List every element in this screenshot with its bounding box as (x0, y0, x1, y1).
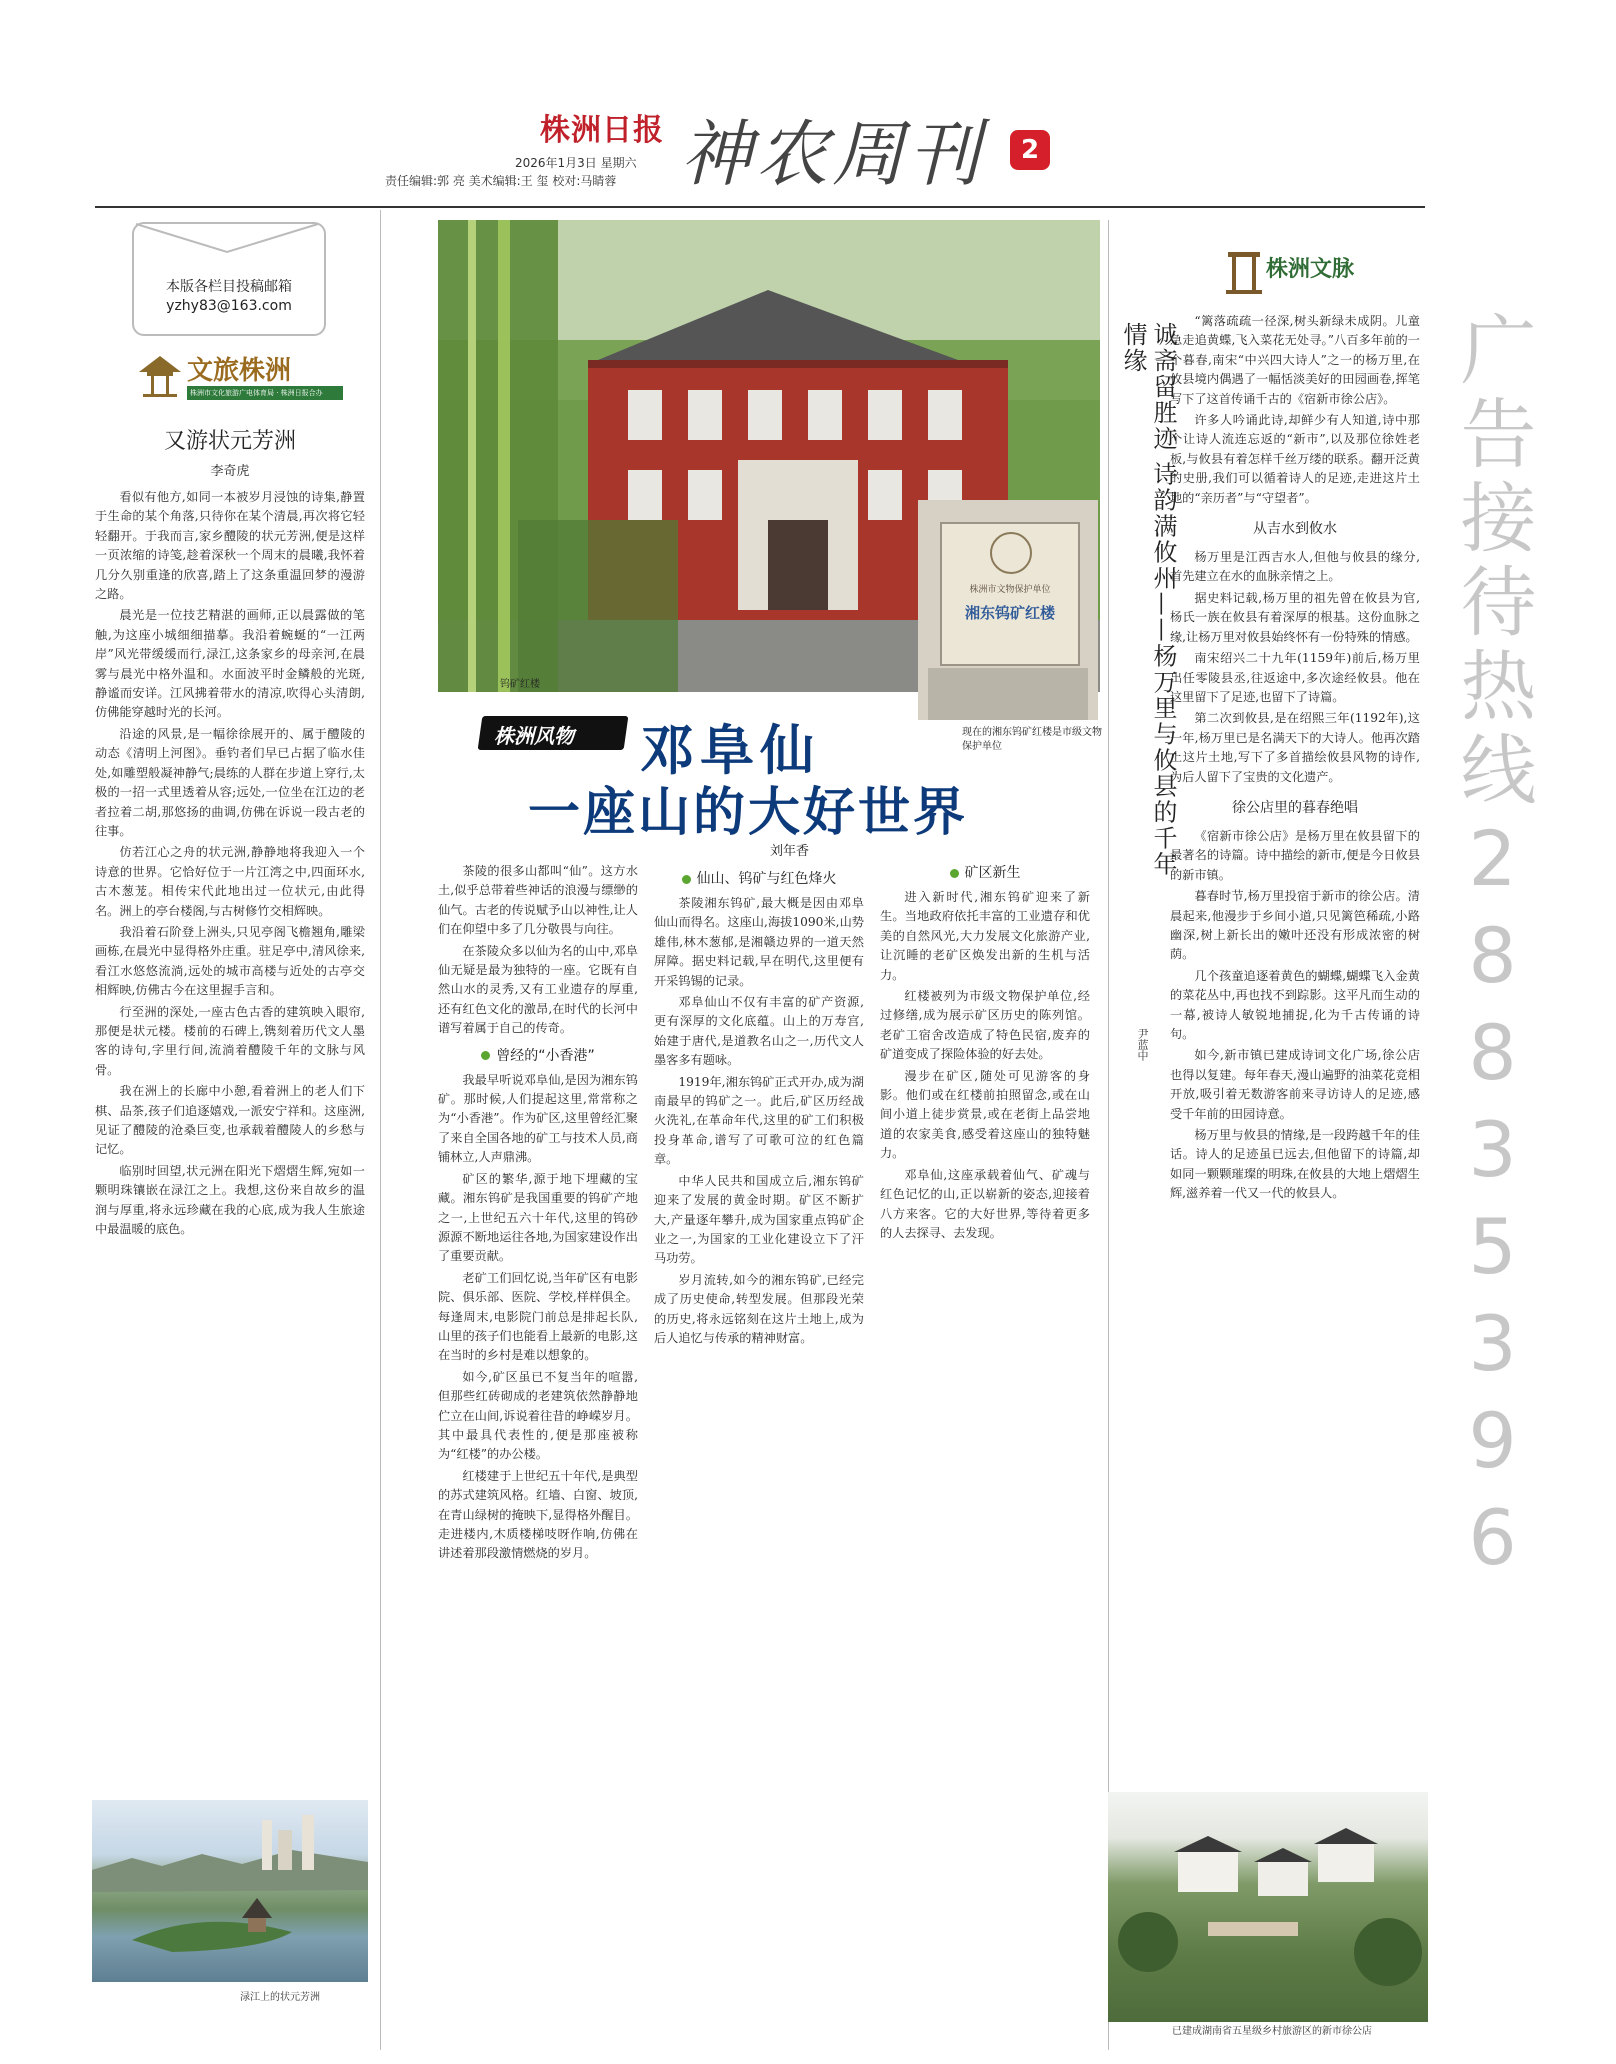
advert-text: 广告接待热线 (1448, 310, 1537, 814)
feature-col3 (880, 862, 1090, 2042)
plaque-seal-icon (990, 532, 1032, 574)
paragraph: 进入新时代,湘东钨矿迎来了新生。当地政府依托丰富的工业遗存和优美的自然风光,大力发展文化旅游产业,让沉睡的老矿区焕发出新的生机与活力。 (880, 890, 1090, 982)
paragraph: 《宿新市徐公店》是杨万里在攸县留下的最著名的诗篇。诗中描绘的新市,便是今日攸县的新市镇。 (1170, 828, 1420, 882)
left-article-body (95, 488, 365, 1788)
feature-col2 (654, 862, 864, 2042)
island-pagoda-icon (92, 1800, 368, 1982)
paragraph: 邓阜仙,这座承载着仙气、矿魂与红色记忆的山,正以崭新的姿态,迎接着八方来客。它的大好世界,等待着更多的人去探寻、去发现。 (880, 1167, 1090, 1240)
sub-head: 曾经的“小香港” (438, 1045, 638, 1065)
bullet-dot-icon (682, 875, 691, 884)
paragraph: 南宋绍兴二十九年(1159年)前后,杨万里出任零陵县丞,往返途中,多次途经攸县。他在这里留下了足迹,也留下了诗篇。 (1170, 651, 1420, 704)
paragraph: 岁月流转,如今的湘东钨矿,已经完成了历史使命,转型发展。但那段光荣的历史,将永远铭刻在这片土地上,成为后人追忆与传承的精神财富。 (654, 1272, 864, 1345)
paragraph: 暮春时节,杨万里投宿于新市的徐公店。清晨起来,他漫步于乡间小道,只见篱笆稀疏,小路幽深,树上新长出的嫩叶还没有形成浓密的树荫。 (1170, 889, 1420, 962)
paragraph: 杨万里是江西吉水人,但他与攸县的缘分,首先建立在水的血脉亲情之上。 (1170, 550, 1420, 584)
envelope-icon (132, 222, 322, 258)
paragraph: 临别时回望,状元洲在阳光下熠熠生辉,宛如一颗明珠镶嵌在渌江之上。我想,这份来自故乡的温润与厚重,将永远珍藏在我的心底,成为我人生旅途中最温暖的底色。 (95, 1163, 365, 1237)
pavilion-icon (135, 350, 185, 404)
right-article-author: 尹蓝中 (1136, 1028, 1149, 1061)
inset-caption: 现在的湘东钨矿红楼是市级文物保护单位 (962, 727, 1102, 752)
paragraph: 邓阜仙山不仅有丰富的矿产资源,更有深厚的文化底蕴。山上的万寿宫,始建于唐代,是道教名山之一,历代文人墨客多有题咏。 (654, 995, 864, 1068)
wenlv-logo-sub: 株洲市文化旅游广电体育局 · 株洲日报合办 (187, 386, 343, 400)
paragraph: 如今,矿区虽已不复当年的喧嚣,但那些红砖砌成的老建筑依然静静地伫立在山间,诉说着往昔的峥嵘岁月。其中最具代表性的,便是那座被称为“红楼”的办公楼。 (438, 1369, 638, 1462)
feature-col1 (438, 862, 638, 2042)
editor-credits: 责任编辑:郭 亮 美术编辑:王 玺 校对:马睛蓉 (385, 174, 617, 188)
paragraph: 据史料记载,杨万里的祖先曾在攸县为官,杨氏一族在攸县有着深厚的根基。这份血脉之缘,让杨万里对攸县始终怀有一份特殊的情感。 (1170, 590, 1420, 644)
paragraph: 茶陵的很多山都叫“仙”。这方水土,似乎总带着些神话的浪漫与缥缈的仙气。古老的传说赋予山以神性,让人们在仰望中多了几分敬畏与向往。 (438, 864, 638, 937)
left-photo-caption: 渌江上的状元芳洲 (240, 1992, 320, 2003)
paper-name: 株洲日报 (540, 113, 664, 148)
advert-hotline (1442, 310, 1542, 1790)
masthead-rule (95, 206, 1425, 208)
column-divider (1108, 220, 1109, 2050)
paragraph: 第二次到攸县,是在绍熙三年(1192年),这一年,杨万里已是名满天下的大诗人。他再次踏上这片土地,写下了多首描绘攸县风物的诗作,为后人留下了宝贵的文化遗产。 (1170, 711, 1420, 784)
feature-badge-text: 株洲风物 (494, 724, 574, 748)
paragraph: 老矿工们回忆说,当年矿区有电影院、俱乐部、医院、学校,样样俱全。每逢周末,电影院门前总是排起长队,山里的孩子们也能看上最新的电影,这在当时的乡村是难以想象的。 (438, 1270, 638, 1363)
column-divider (380, 210, 381, 2050)
paragraph: 矿区的繁华,源于地下埋藏的宝藏。湘东钨矿是我国重要的钨矿产地之一,上世纪五六十年代,这里的钨砂源源不断地运往各地,为国家建设作出了重要贡献。 (438, 1171, 638, 1264)
right-article-body (1170, 312, 1420, 1782)
page-number-badge (1010, 130, 1050, 170)
paragraph: 茶陵湘东钨矿,最大概是因由邓阜仙山而得名。这座山,海拔1090米,山势雄伟,林木葱郁,是湘赣边界的一道天然屏障。据史料记载,早在明代,这里便有开采钨锡的记录。 (654, 896, 864, 988)
paragraph: 红楼建于上世纪五十年代,是典型的苏式建筑风格。红墙、白窗、坡顶,在青山绿树的掩映下,显得格外醒目。走进楼内,木质楼梯吱呀作响,仿佛在讲述着那段激情燃烧的岁月。 (438, 1468, 638, 1561)
paragraph: 如今,新市镇已建成诗词文化广场,徐公店也得以复建。每年春天,漫山遍野的油菜花竞相开放,吸引着无数游客前来寻访诗人的足迹,感受千年前的田园诗意。 (1170, 1048, 1420, 1121)
paragraph: “篱落疏疏一径深,树头新绿未成阴。儿童急走追黄蝶,飞入菜花无处寻。”八百多年前的一个暮春,南宋“中兴四大诗人”之一的杨万里,在攸县境内偶遇了一幅恬淡美好的田园画卷,挥笔写下了这首传诵千古的《宿新市徐公店》。 (1170, 314, 1420, 406)
paragraph: 我最早听说邓阜仙,是因为湘东钨矿。那时候,人们提起这里,常常称之为“小香港”。作为矿区,这里曾经汇聚了来自全国各地的矿工与技术人员,商铺林立,人声鼎沸。 (438, 1072, 638, 1165)
paragraph: 我沿着石阶登上洲头,只见亭阁飞檐翘角,雕梁画栋,在晨光中显得格外庄重。驻足亭中,清风徐来,看江水悠悠流淌,远处的城市高楼与近处的古亭交相辉映,仿佛古今在这里握手言和。 (95, 924, 365, 998)
paragraph: 在茶陵众多以仙为名的山中,邓阜仙无疑是最为独特的一座。它既有自然山水的灵秀,又有工业遗存的厚重,还有红色文化的激昂,在时代的长河中谱写着属于自己的传奇。 (438, 943, 638, 1036)
left-article-author: 李奇虎 (210, 464, 250, 479)
right-photo (1108, 1792, 1428, 2022)
feature-author: 刘年香 (770, 844, 810, 859)
main-photo-caption: 钨矿红楼 (500, 679, 540, 690)
left-article-title: 又游状元芳洲 (163, 429, 296, 454)
paragraph: 行至洲的深处,一座古色古香的建筑映入眼帘,那便是状元楼。楼前的石碑上,镌刻着历代文人墨客的诗句,字里行间,流淌着醴陵千年的文脉与风骨。 (95, 1004, 365, 1077)
sub-head: 徐公店里的暮春绝唱 (1232, 799, 1358, 816)
paragraph: 几个孩童追逐着黄色的蝴蝶,蝴蝶飞入金黄的菜花丛中,再也找不到踪影。这平凡而生动的一幕,被诗人敏锐地捕捉,化为千古传诵的诗句。 (1170, 968, 1420, 1041)
right-article-title: 诚斋留胜迹 诗韵满攸州——杨万里与攸县的千年情缘 (1119, 322, 1177, 878)
bullet-dot-icon (481, 1051, 490, 1060)
paragraph: 许多人吟诵此诗,却鲜少有人知道,诗中那个让诗人流连忘返的“新市”,以及那位徐姓老板,与攸县有着怎样千丝万缕的联系。翻开泛黄的史册,我们可以循着诗人的足迹,走进这片土地的“亲历者”与“守望者”。 (1170, 413, 1420, 505)
page-number: 2 (1020, 135, 1040, 165)
paragraph: 杨万里与攸县的情缘,是一段跨越千年的佳话。诗人的足迹虽已远去,但他留下的诗篇,却如同一颗颗璀璨的明珠,在攸县的大地上熠熠生辉,滋养着一代又一代的攸县人。 (1170, 1128, 1420, 1201)
paragraph: 红楼被列为市级文物保护单位,经过修缮,成为展示矿区历史的陈列馆。老矿工宿舍改造成了特色民宿,废弃的矿道变成了探险体验的好去处。 (880, 989, 1090, 1062)
left-photo (92, 1800, 368, 1982)
sub-head: 从吉水到攸水 (1253, 521, 1337, 538)
wenmai-logo (1226, 246, 1376, 298)
sub-head: 仙山、钨矿与红色烽火 (654, 868, 864, 888)
bullet-dot-icon (950, 869, 959, 878)
wenmai-logo-text: 株洲文脉 (1266, 256, 1355, 282)
paragraph: 我在洲上的长廊中小憩,看着洲上的老人们下棋、品茶,孩子们追逐嬉戏,一派安宁祥和。这座洲,见证了醴陵的沧桑巨变,也承载着醴陵人的乡愁与记忆。 (95, 1084, 365, 1157)
submission-box (132, 222, 326, 336)
submission-email: yzhy83@163.com (166, 298, 292, 314)
paragraph: 看似有他方,如同一本被岁月浸蚀的诗集,静置于生命的某个角落,只待你在某个清晨,再次将它轻轻翻开。于我而言,家乡醴陵的状元芳洲,便是这样一页浓缩的诗笺,趁着深秋一个周末的晨曦,我怀着几分久别重逢的欣喜,踏上了这条重温回梦的漫游之路。 (95, 490, 365, 602)
sub-head: 矿区新生 (880, 862, 1090, 882)
paragraph: 仿若江心之舟的状元洲,静静地将我迎入一个诗意的世界。它恰好位于一片江湾之中,四面环水,古木葱茏。相传宋代此地出过一位状元,由此得名。洲上的亭台楼阁,与古树修竹交相辉映。 (95, 845, 365, 918)
plaque (940, 522, 1080, 666)
feature-title-line1: 邓阜仙 (640, 718, 820, 782)
wenlv-logo-text: 文旅株洲 (187, 356, 292, 386)
weekly-name: 神农周刊 (680, 112, 985, 196)
issue-date: 2026年1月3日 星期六 (515, 156, 637, 170)
right-photo-caption: 已建成湖南省五星级乡村旅游区的新市徐公店 (1172, 2026, 1372, 2037)
plaque-line1: 株洲市文物保护单位 (969, 585, 1051, 595)
paragraph: 中华人民共和国成立后,湘东钨矿迎来了发展的黄金时期。矿区不断扩大,产量逐年攀升,成为国家重点钨矿企业之一,为国家的工业化建设立下了汗马功劳。 (654, 1173, 864, 1266)
gate-icon (1226, 246, 1262, 300)
feature-badge (480, 712, 630, 756)
paragraph: 漫步在矿区,随处可见游客的身影。他们或在红楼前拍照留念,或在山间小道上徒步赏景,或在老街上品尝地道的农家美食,感受着这座山的独特魅力。 (880, 1068, 1090, 1161)
inset-photo-plaque (918, 500, 1098, 720)
plaque-line2: 湘东钨矿红楼 (964, 604, 1055, 622)
wenlv-logo (135, 350, 335, 410)
paragraph: 1919年,湘东钨矿正式开办,成为湖南最早的钨矿之一。此后,矿区历经战火洗礼,在革命年代,这里的矿工们积极投身革命,谱写了可歌可泣的红色篇章。 (654, 1074, 864, 1167)
submission-label: 本版各栏目投稿邮箱 (166, 279, 292, 295)
paragraph: 沿途的风景,是一幅徐徐展开的、属于醴陵的动态《清明上河图》。垂钓者们早已占据了临水佳处,如雕塑般凝神静气;晨练的人群在步道上穿行,太极的一招一式里透着从容;远处,一位坐在江边的老者拉着二胡,那悠扬的曲调,仿佛在诉说一段古老的往事。 (95, 726, 365, 838)
feature-title-line2: 一座山的大好世界 (528, 782, 969, 843)
paragraph: 晨光是一位技艺精湛的画师,正以晨露做的笔触,为这座小城细细描摹。我沿着蜿蜒的“一江两岸”风光带缓缓而行,渌江,这条家乡的母亲河,在晨雾与晨光中格外温和。水面波平时金鳞般的光斑,静谧而安详。江风拂着带水的清凉,吹得心头清朗,仿佛能穿越时光的长河。 (95, 608, 365, 720)
advert-phone: 28835396 (1448, 814, 1537, 1590)
